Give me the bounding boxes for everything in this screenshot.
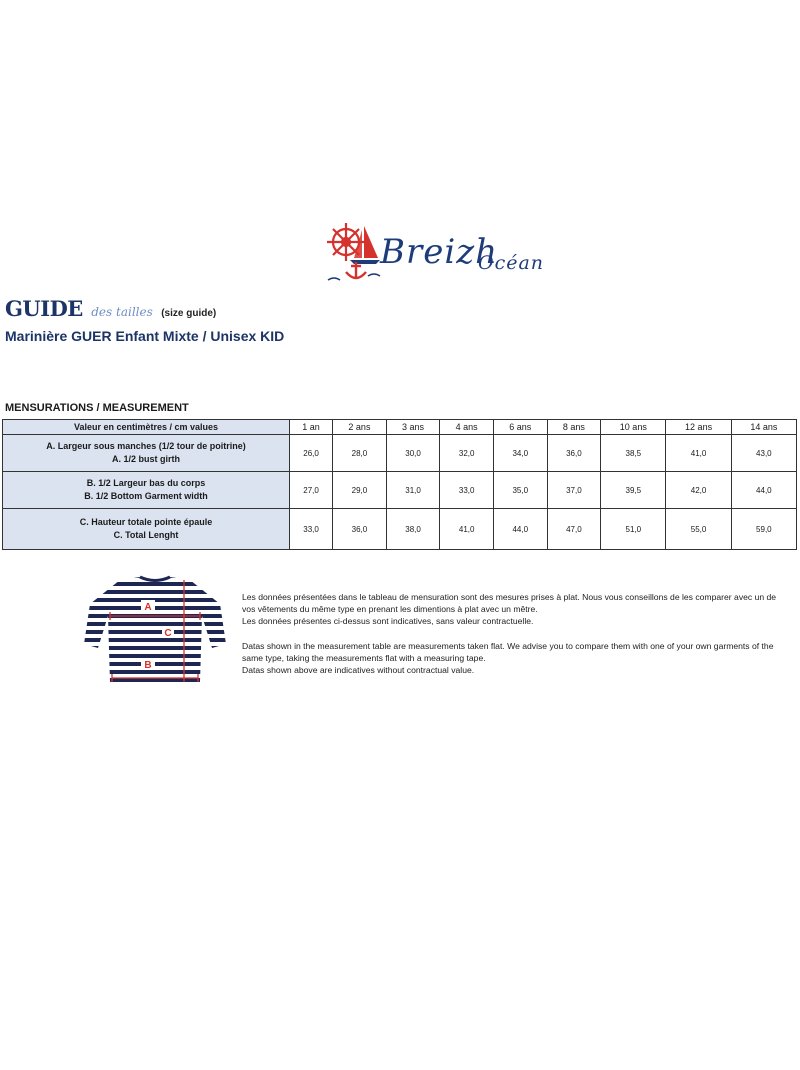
note-en-2: Datas shown above are indicatives without contractual value. [242, 665, 475, 676]
row-label-en: A. 1/2 bust girth [111, 454, 180, 464]
column-header: 10 ans [601, 420, 666, 435]
table-row [3, 472, 797, 509]
table-cell: 33,0 [290, 509, 333, 550]
striped-shirt-diagram-icon [80, 574, 230, 689]
row-label-fr: C. Hauteur totale pointe épaule [79, 517, 213, 527]
column-header: 12 ans [666, 420, 731, 435]
table-cell: 47,0 [547, 509, 601, 550]
guide-size-label: (size guide) [161, 308, 217, 319]
table-cell: 41,0 [666, 435, 731, 472]
column-header: 14 ans [731, 420, 796, 435]
table-cell: 35,0 [493, 472, 547, 509]
table-cell: 32,0 [440, 435, 494, 472]
guide-subtitle: des tailles [91, 305, 153, 319]
table-cell: 38,5 [601, 435, 666, 472]
table-cell: 36,0 [547, 435, 601, 472]
table-cell: 39,5 [601, 472, 666, 509]
row-label-fr: B. 1/2 Largeur bas du corps [86, 478, 206, 488]
table-cell: 28,0 [333, 435, 387, 472]
table-cell: 42,0 [666, 472, 731, 509]
row-label [3, 472, 290, 509]
table-cell: 37,0 [547, 472, 601, 509]
notes-block [242, 591, 782, 676]
note-en-1: Datas shown in the measurement table are measurements taken flat. We advise you to compare them with one of your own garments of the same type, taking the measurements flat with a measuring tape. [242, 640, 774, 663]
table-row [3, 509, 797, 550]
table-cell: 55,0 [666, 509, 731, 550]
column-header: 3 ans [386, 420, 440, 435]
marker-b-label: B [144, 660, 152, 671]
guide-word: GUIDE [5, 296, 83, 321]
product-title: Marinière GUER Enfant Mixte / Unisex KID [5, 328, 285, 344]
note-fr-2: Les données présentes ci-dessus sont indicatives, sans valeur contractuelle. [242, 616, 534, 627]
table-cell: 27,0 [290, 472, 333, 509]
column-header: 1 an [290, 420, 333, 435]
table-cell: 33,0 [440, 472, 494, 509]
table-cell: 30,0 [386, 435, 440, 472]
column-header: 8 ans [547, 420, 601, 435]
marker-c-label: C [164, 628, 172, 639]
table-cell: 59,0 [731, 509, 796, 550]
column-header: 6 ans [493, 420, 547, 435]
column-header: 2 ans [333, 420, 387, 435]
table-cell: 26,0 [290, 435, 333, 472]
label-column-header: Valeur en centimètres / cm values [3, 420, 290, 435]
table-header-row [3, 420, 797, 435]
table-cell: 44,0 [493, 509, 547, 550]
table-cell: 51,0 [601, 509, 666, 550]
brand-name-part2: Océan [478, 252, 545, 274]
column-header: 4 ans [440, 420, 494, 435]
note-fr-1: Les données présentées dans le tableau de mensuration sont des mesures prises à plat. Nous vous conseillons de les comparer avec un de vos vêtements du même type en prenant les dimentions à plat avec un mêtre. [242, 592, 777, 615]
row-label-en: B. 1/2 Bottom Garment width [84, 491, 208, 501]
table-cell: 31,0 [386, 472, 440, 509]
table-cell: 41,0 [440, 509, 494, 550]
row-label [3, 435, 290, 472]
row-label-en: C. Total Lenght [113, 530, 179, 540]
table-cell: 29,0 [333, 472, 387, 509]
table-row [3, 435, 797, 472]
table-cell: 36,0 [333, 509, 387, 550]
table-cell: 43,0 [731, 435, 796, 472]
brand-name-part1: Breizh [380, 232, 499, 272]
table-cell: 44,0 [731, 472, 796, 509]
table-cell: 34,0 [493, 435, 547, 472]
row-label-fr: A. Largeur sous manches (1/2 tour de poitrine) [46, 441, 246, 451]
section-title: MENSURATIONS / MEASUREMENT [5, 402, 189, 414]
row-label [3, 509, 290, 550]
marker-a-label: A [144, 602, 152, 613]
guide-heading [5, 296, 216, 321]
table-cell: 38,0 [386, 509, 440, 550]
size-table [2, 419, 797, 550]
